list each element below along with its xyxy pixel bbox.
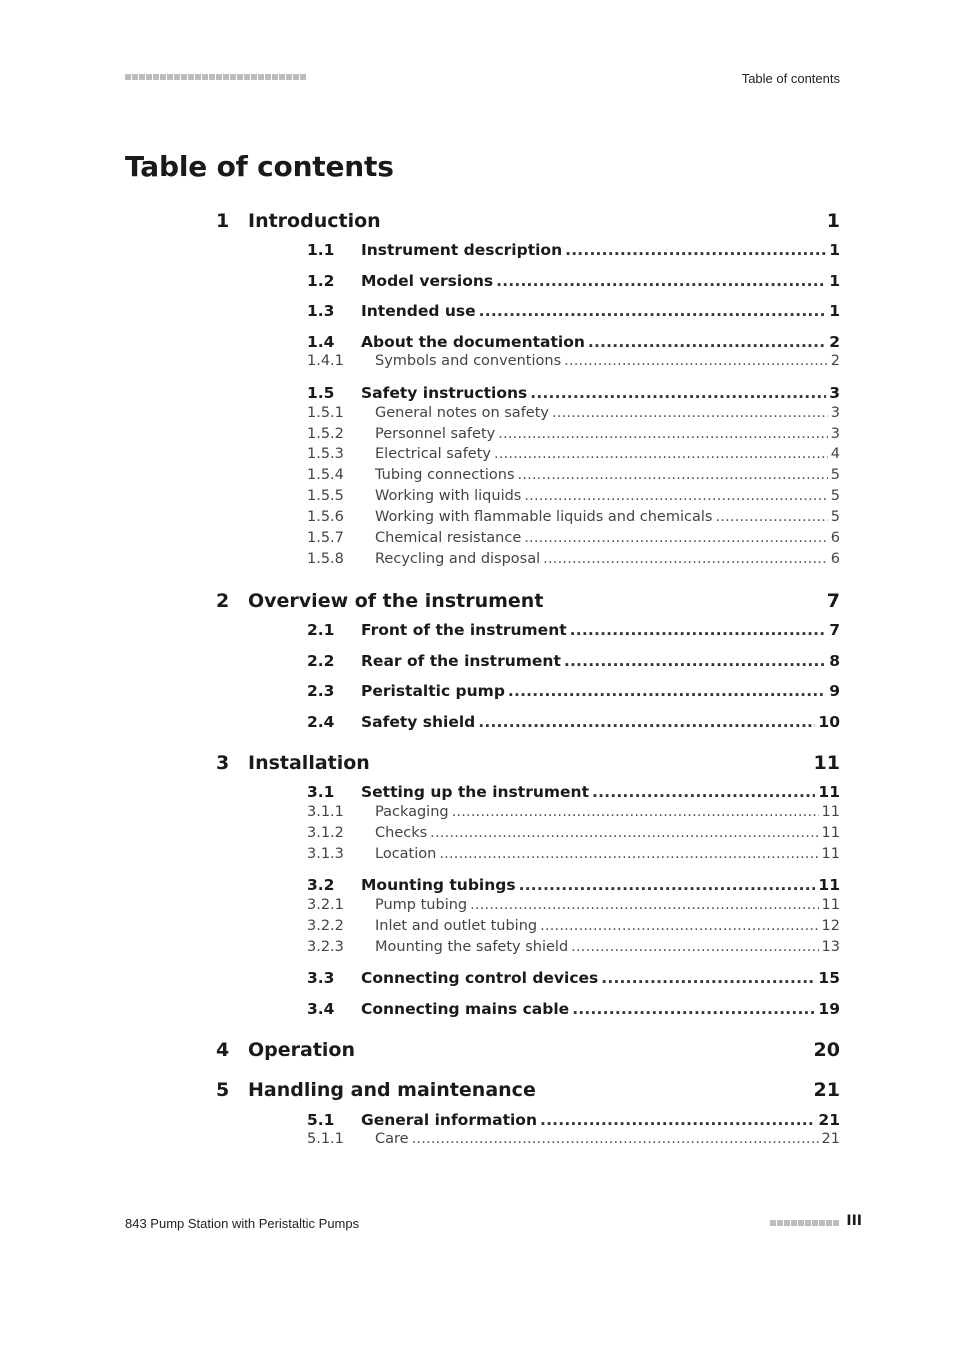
toc-entry-title: Intended use: [361, 302, 476, 320]
toc-entry-page: 21: [813, 1079, 840, 1101]
toc-entry-number: 3.1.2: [307, 825, 344, 841]
toc-dot-leader: [571, 939, 818, 955]
toc-entry-sec[interactable]: [307, 1000, 840, 1018]
toc-entry-title: Safety shield: [361, 713, 476, 731]
toc-entry-sub[interactable]: [307, 918, 840, 934]
toc-entry-page: 11: [818, 783, 840, 801]
toc-entry-page: 5: [830, 467, 840, 483]
toc-entry-sub[interactable]: [307, 897, 840, 913]
toc-entry-page: 6: [830, 530, 840, 546]
toc-dot-leader: [601, 969, 815, 987]
toc-entry-page: 13: [821, 939, 840, 955]
toc-entry-sub[interactable]: [307, 509, 840, 525]
footer-page-number: III: [846, 1213, 862, 1229]
toc-entry-page: 15: [818, 969, 840, 987]
toc-dot-leader: [524, 530, 828, 546]
toc-entry-title: Electrical safety: [375, 446, 491, 462]
toc-entry-sec[interactable]: [307, 621, 840, 639]
toc-entry-sec[interactable]: [307, 682, 840, 700]
toc-entry-number: 3.3: [307, 969, 335, 987]
toc-entry-page: 1: [829, 302, 840, 320]
toc-entry-ch[interactable]: [216, 590, 840, 612]
toc-entry-page: 7: [826, 590, 840, 612]
toc-entry-number: 1.5.4: [307, 467, 344, 483]
toc-entry-title: Peristaltic pump: [361, 682, 505, 700]
toc-dot-leader: [530, 384, 826, 402]
toc-dot-leader: [470, 897, 818, 913]
toc-entry-page: 3: [830, 426, 840, 442]
toc-entry-sec[interactable]: [307, 1111, 840, 1129]
toc-entry-title: Care: [375, 1131, 409, 1147]
toc-entry-sec[interactable]: [307, 969, 840, 987]
toc-entry-page: 1: [826, 210, 840, 232]
toc-dot-leader: [540, 918, 818, 934]
toc-entry-title: Instrument description: [361, 241, 563, 259]
toc-dot-leader: [572, 1000, 815, 1018]
toc-entry-page: 3: [829, 384, 840, 402]
toc-dot-leader: [564, 652, 826, 670]
toc-entry-page: 11: [821, 846, 840, 862]
toc-dot-leader: [565, 241, 826, 259]
toc-entry-page: 11: [821, 804, 840, 820]
toc-entry-number: 3: [216, 752, 230, 774]
toc-entry-title: Introduction: [248, 210, 381, 232]
toc-dot-leader: [508, 682, 826, 700]
toc-entry-number: 1.5.8: [307, 551, 344, 567]
toc-entry-title: About the documentation: [361, 333, 585, 351]
toc-entry-page: 19: [818, 1000, 840, 1018]
toc-dot-leader: [592, 783, 815, 801]
toc-entry-number: 1.5.7: [307, 530, 344, 546]
toc-entry-title: Safety instructions: [361, 384, 528, 402]
toc-entry-title: Mounting the safety shield: [375, 939, 569, 955]
toc-entry-page: 9: [829, 682, 840, 700]
toc-entry-page: 5: [830, 488, 840, 504]
toc-entry-page: 6: [830, 551, 840, 567]
toc-entry-sub[interactable]: [307, 530, 840, 546]
toc-entry-number: 1.5.5: [307, 488, 344, 504]
toc-entry-number: 1.5.3: [307, 446, 344, 462]
toc-entry-number: 1.2: [307, 272, 335, 290]
toc-entry-ch[interactable]: [216, 752, 840, 774]
toc-entry-sub[interactable]: [307, 426, 840, 442]
toc-entry-title: Overview of the instrument: [248, 590, 544, 612]
toc-entry-number: 1: [216, 210, 230, 232]
toc-entry-page: 3: [830, 405, 840, 421]
toc-entry-sec[interactable]: [307, 783, 840, 801]
toc-entry-sec[interactable]: [307, 652, 840, 670]
toc-entry-number: 3.4: [307, 1000, 335, 1018]
toc-dot-leader: [430, 825, 818, 841]
toc-entry-page: 4: [830, 446, 840, 462]
toc-entry-number: 5.1.1: [307, 1131, 344, 1147]
toc-entry-page: 7: [829, 621, 840, 639]
toc-entry-number: 1.5.1: [307, 405, 344, 421]
toc-entry-page: 1: [829, 241, 840, 259]
toc-entry-title: General notes on safety: [375, 405, 549, 421]
toc-entry-page: 20: [813, 1039, 840, 1061]
toc-dot-leader: [570, 621, 827, 639]
toc-entry-number: 1.4.1: [307, 353, 344, 369]
toc-entry-sub[interactable]: [307, 446, 840, 462]
toc-dot-leader: [524, 488, 827, 504]
toc-entry-number: 2.1: [307, 621, 335, 639]
toc-entry-title: Operation: [248, 1039, 356, 1061]
toc-entry-sub[interactable]: [307, 405, 840, 421]
toc-entry-title: Inlet and outlet tubing: [375, 918, 538, 934]
toc-entry-number: 4: [216, 1039, 230, 1061]
toc-entry-page: 11: [813, 752, 840, 774]
toc-entry-number: 3.2.1: [307, 897, 344, 913]
toc-dot-leader: [552, 405, 828, 421]
toc-entry-number: 1.5.6: [307, 509, 344, 525]
toc-dot-leader: [540, 1111, 815, 1129]
toc-entry-number: 3.2.2: [307, 918, 344, 934]
toc-dot-leader: [479, 302, 827, 320]
toc-entry-title: Connecting mains cable: [361, 1000, 570, 1018]
toc-entry-sub[interactable]: [307, 467, 840, 483]
toc-entry-page: 1: [829, 272, 840, 290]
toc-entry-title: General information: [361, 1111, 537, 1129]
toc-dot-leader: [564, 353, 828, 369]
toc-entry-number: 3.2.3: [307, 939, 344, 955]
toc-entry-number: 5: [216, 1079, 230, 1101]
toc-entry-sec[interactable]: [307, 333, 840, 351]
toc-entry-number: 3.2: [307, 876, 335, 894]
toc-entry-page: 2: [830, 353, 840, 369]
toc-entry-number: 1.5.2: [307, 426, 344, 442]
toc-entry-title: Packaging: [375, 804, 449, 820]
toc-entry-title: Chemical resistance: [375, 530, 522, 546]
toc-entry-title: Setting up the instrument: [361, 783, 589, 801]
toc-entry-title: Working with liquids: [375, 488, 522, 504]
toc-entry-sec[interactable]: [307, 876, 840, 894]
toc-entry-sub[interactable]: [307, 1131, 840, 1147]
toc-dot-leader: [478, 713, 815, 731]
toc-entry-sec[interactable]: [307, 302, 840, 320]
toc-dot-leader: [543, 551, 828, 567]
toc-entry-number: 2.3: [307, 682, 335, 700]
toc-entry-sub[interactable]: [307, 939, 840, 955]
toc-entry-ch[interactable]: [216, 1039, 840, 1061]
toc-entry-title: Rear of the instrument: [361, 652, 561, 670]
toc-entry-title: Recycling and disposal: [375, 551, 541, 567]
toc-entry-number: 3.1.3: [307, 846, 344, 862]
toc-dot-leader: [452, 804, 819, 820]
toc-entry-title: Connecting control devices: [361, 969, 599, 987]
toc-entry-page: 10: [818, 713, 840, 731]
toc-entry-number: 1.1: [307, 241, 335, 259]
toc-entry-sub[interactable]: [307, 846, 840, 862]
toc-entry-title: Handling and maintenance: [248, 1079, 536, 1101]
toc-dot-leader: [715, 509, 827, 525]
toc-entry-sub[interactable]: [307, 551, 840, 567]
toc-entry-title: Front of the instrument: [361, 621, 567, 639]
toc-entry-title: Model versions: [361, 272, 494, 290]
toc-entry-page: 2: [829, 333, 840, 351]
toc-entry-sub[interactable]: [307, 825, 840, 841]
toc-entry-title: Personnel safety: [375, 426, 496, 442]
footer-decoration: [770, 1220, 839, 1226]
footer-document-title: 843 Pump Station with Peristaltic Pumps: [125, 1216, 360, 1231]
toc-entry-sec[interactable]: [307, 241, 840, 259]
toc-dot-leader: [588, 333, 826, 351]
toc-entry-sec[interactable]: [307, 272, 840, 290]
toc-entry-ch[interactable]: [216, 210, 840, 232]
toc-dot-leader: [496, 272, 826, 290]
toc-entry-title: Working with flammable liquids and chemicals: [375, 509, 713, 525]
toc-entry-page: 11: [821, 825, 840, 841]
toc-entry-number: 3.1: [307, 783, 335, 801]
toc-entry-ch[interactable]: [216, 1079, 840, 1101]
toc-entry-page: 11: [821, 897, 840, 913]
running-header: Table of contents: [741, 71, 840, 86]
toc-entry-title: Checks: [375, 825, 428, 841]
toc-entry-sec[interactable]: [307, 713, 840, 731]
toc-entry-title: Symbols and conventions: [375, 353, 562, 369]
toc-entry-page: 21: [818, 1111, 840, 1129]
toc-entry-title: Location: [375, 846, 437, 862]
page-title: Table of contents: [125, 150, 394, 183]
toc-entry-sec[interactable]: [307, 384, 840, 402]
toc-entry-number: 2.2: [307, 652, 335, 670]
toc-entry-page: 12: [821, 918, 840, 934]
toc-dot-leader: [519, 876, 816, 894]
toc-entry-page: 11: [818, 876, 840, 894]
toc-dot-leader: [412, 1131, 819, 1147]
toc-entry-page: 21: [821, 1131, 840, 1147]
toc-entry-number: 1.3: [307, 302, 335, 320]
toc-entry-number: 2.4: [307, 713, 335, 731]
toc-entry-number: 2: [216, 590, 230, 612]
toc-entry-title: Mounting tubings: [361, 876, 516, 894]
toc-entry-sub[interactable]: [307, 488, 840, 504]
toc-dot-leader: [518, 467, 828, 483]
toc-entry-title: Pump tubing: [375, 897, 468, 913]
toc-entry-page: 5: [830, 509, 840, 525]
toc-entry-sub[interactable]: [307, 804, 840, 820]
toc-dot-leader: [494, 446, 828, 462]
toc-dot-leader: [498, 426, 828, 442]
toc-entry-sub[interactable]: [307, 353, 840, 369]
toc-entry-title: Tubing connections: [375, 467, 515, 483]
toc-entry-number: 1.4: [307, 333, 335, 351]
toc-entry-page: 8: [829, 652, 840, 670]
toc-entry-number: 5.1: [307, 1111, 335, 1129]
toc-entry-title: Installation: [248, 752, 370, 774]
toc-entry-number: 3.1.1: [307, 804, 344, 820]
toc-entry-number: 1.5: [307, 384, 335, 402]
toc-dot-leader: [439, 846, 818, 862]
